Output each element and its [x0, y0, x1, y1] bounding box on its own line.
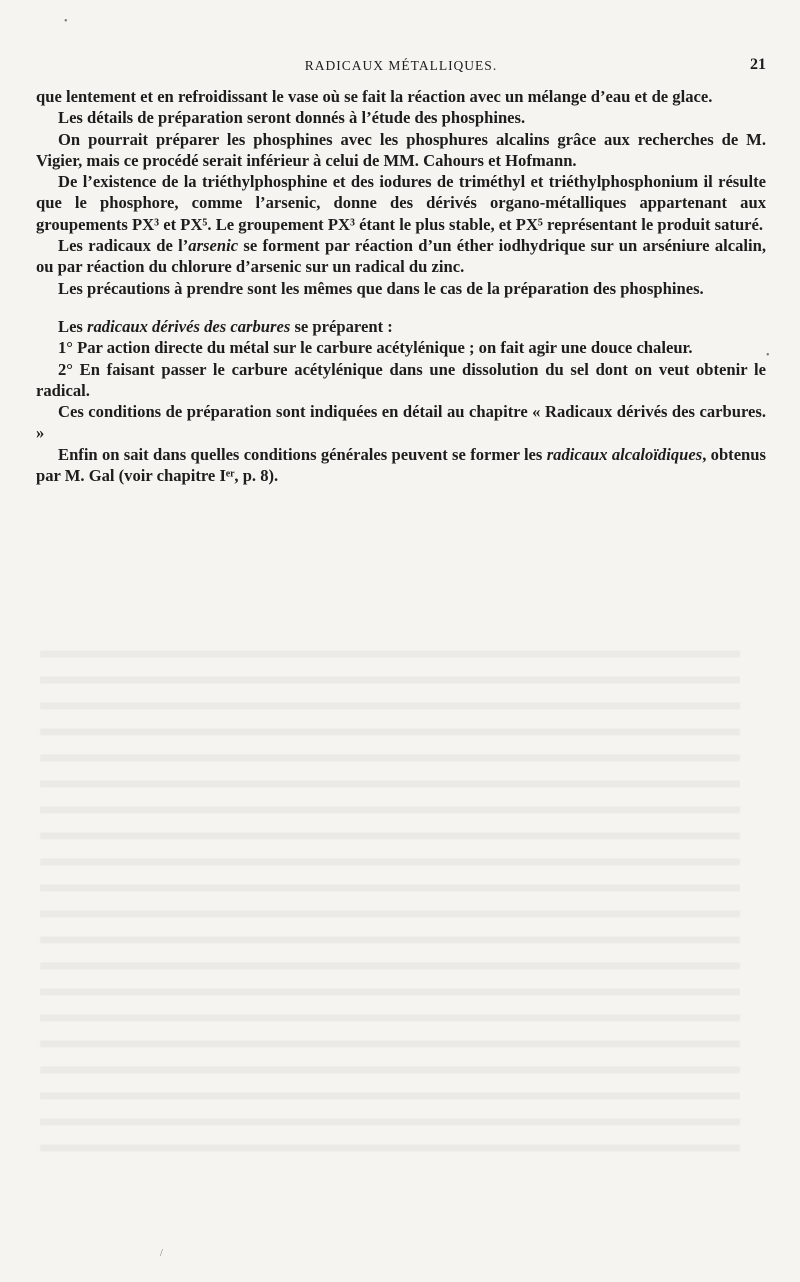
- paragraph-4: De l’existence de la triéthylphosphine et des iodures de triméthyl et triéthylphosphonium il résulte que le phosphore, comme l’arsenic, donne des dérivés organo-métalliques appartenant aux groupements PX³ et PX⁵. Le groupement PX³ étant le plus stable, et PX⁵ représentant le produit saturé.: [36, 172, 766, 234]
- paragraph-11-emphasis: radicaux alcaloïdiques: [546, 444, 703, 464]
- paragraph-7-emphasis: radicaux dérivés des carbures: [87, 316, 291, 336]
- paragraph-11-before: Enfin on sait dans quelles conditions générales peuvent se former les: [58, 444, 547, 464]
- reverse-page-show-through: [40, 640, 740, 1160]
- paragraph-11: [36, 444, 766, 487]
- paragraph-5-emphasis: arsenic: [188, 236, 239, 256]
- speck-mark: •: [64, 16, 68, 27]
- paragraph-8: 1° Par action directe du métal sur le carbure acétylénique ; on fait agir une douce chaleur.: [58, 338, 693, 358]
- page-header: [36, 54, 766, 78]
- paragraph-5: [36, 235, 766, 278]
- paragraph-9: 2° En faisant passer le carbure acétylénique dans une dissolution du sel dont on veut obtenir le radical.: [36, 359, 766, 400]
- paragraph-5-before: Les radicaux de l’: [58, 236, 189, 256]
- paragraph-5-after: se forment par réaction d’un éther iodhydrique sur un arséniure alcalin, ou par réaction du chlorure d’arsenic sur un radical du zinc.: [36, 236, 766, 277]
- paragraph-7-before: Les: [58, 316, 88, 336]
- paragraph-6: Les précautions à prendre sont les mêmes que dans le cas de la préparation des phosphines.: [58, 278, 704, 298]
- page-number: 21: [750, 56, 766, 73]
- paragraph-11-after: , obtenus par M. Gal (voir chapitre Iᵉʳ, p. 8).: [36, 444, 766, 486]
- pencil-mark: /: [160, 1248, 163, 1259]
- paragraph-7: [36, 316, 766, 337]
- paragraph-3: On pourrait préparer les phosphines avec les phosphures alcalins grâce aux recherches de M. Vigier, mais ce procédé serait inférieur à celui de MM. Cahours et Hofmann.: [36, 129, 766, 170]
- paragraph-10: Ces conditions de préparation sont indiquées en détail au chapitre « Radicaux dérivés des carbures. »: [36, 402, 766, 443]
- body-text: [36, 86, 766, 486]
- paragraph-2: Les détails de préparation seront donnés à l’étude des phosphines.: [58, 108, 526, 128]
- speck-mark: •: [766, 350, 770, 361]
- paragraph-1: que lentement et en refroidissant le vase où se fait la réaction avec un mélange d’eau et de glace.: [36, 87, 713, 106]
- paragraph-7-after: se préparent :: [290, 316, 393, 336]
- running-title: RADICAUX MÉTALLIQUES.: [304, 58, 498, 73]
